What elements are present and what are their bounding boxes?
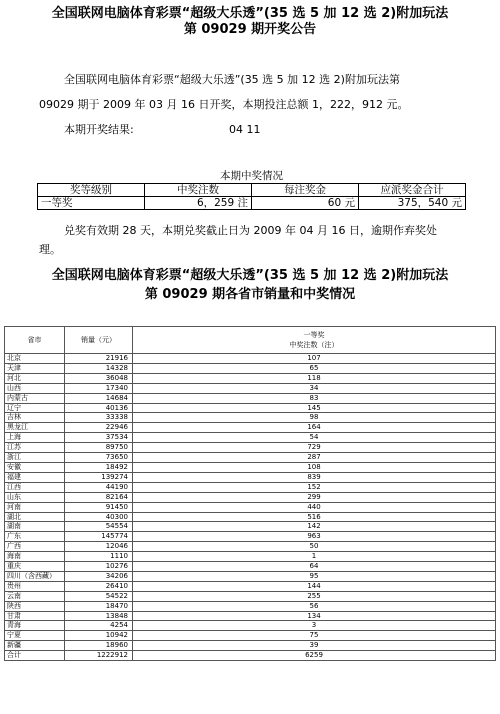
table-row (5, 621, 496, 631)
table-row (5, 363, 496, 373)
table-row (5, 413, 496, 423)
province-first-prize-count: 963 (133, 532, 496, 542)
table-row (5, 562, 496, 572)
province-name: 重庆 (5, 562, 65, 572)
province-name: 江苏 (5, 443, 65, 453)
province-name: 合计 (5, 651, 65, 661)
province-sales: 26410 (65, 581, 133, 591)
province-sales: 54554 (65, 522, 133, 532)
province-first-prize-count: 65 (133, 363, 496, 373)
header-total: 应派奖金合计 (359, 184, 466, 197)
province-name: 河南 (5, 502, 65, 512)
table-row (5, 651, 496, 661)
province-first-prize-count: 440 (133, 502, 496, 512)
table-row (5, 462, 496, 472)
table-row (5, 571, 496, 581)
province-sales: 1222912 (65, 651, 133, 661)
table-row (5, 482, 496, 492)
section2-title-line2: 第 09029 期各省市销量和中奖情况 (144, 287, 356, 302)
province-name: 湖南 (5, 522, 65, 532)
province-name: 福建 (5, 472, 65, 482)
province-sales: 91450 (65, 502, 133, 512)
province-sales: 37534 (65, 433, 133, 443)
table-row (5, 383, 496, 393)
province-sales: 22946 (65, 423, 133, 433)
province-name: 湖北 (5, 512, 65, 522)
province-first-prize-count: 34 (133, 383, 496, 393)
table-row (38, 197, 466, 210)
header-first-prize-line1: 一等奖 (303, 331, 325, 339)
table-row (5, 552, 496, 562)
intro-line2: 09029 期于 2009 年 03 月 16 日开奖，本期投注总额 1，222，912 元。 (39, 98, 409, 111)
header-level: 奖等级别 (38, 184, 145, 197)
province-name: 青海 (5, 621, 65, 631)
table-row (5, 403, 496, 413)
notice-line1: 兑奖有效期 28 天，本期兑奖截止日为 2009 年 04 月 16 日，逾期作弃奖处 (64, 224, 437, 237)
province-first-prize-count: 75 (133, 631, 496, 641)
province-sales: 145774 (65, 532, 133, 542)
province-sales: 33338 (65, 413, 133, 423)
table-row (5, 601, 496, 611)
province-first-prize-count: 64 (133, 562, 496, 572)
table-row (5, 492, 496, 502)
prize-count: 6，259 注 (145, 197, 252, 210)
result-label: 本期开奖结果: (64, 123, 134, 136)
header-first-prize-line2: 中奖注数（注） (289, 341, 339, 349)
table-row (5, 641, 496, 651)
province-first-prize-count: 145 (133, 403, 496, 413)
province-name: 黑龙江 (5, 423, 65, 433)
province-name: 江西 (5, 482, 65, 492)
province-sales: 21916 (65, 354, 133, 364)
province-sales: 1110 (65, 552, 133, 562)
province-first-prize-count: 1 (133, 552, 496, 562)
province-first-prize-count: 164 (133, 423, 496, 433)
province-first-prize-count: 152 (133, 482, 496, 492)
province-sales: 89750 (65, 443, 133, 453)
header-first-prize (133, 327, 496, 354)
province-sales: 82164 (65, 492, 133, 502)
province-sales: 44190 (65, 482, 133, 492)
result-value: 04 11 (229, 123, 261, 136)
province-name: 贵州 (5, 581, 65, 591)
province-first-prize-count: 287 (133, 453, 496, 463)
table-row (5, 611, 496, 621)
prize-table (37, 170, 466, 210)
province-sales: 10276 (65, 562, 133, 572)
province-table-body (5, 354, 496, 661)
table-row (5, 433, 496, 443)
province-name: 山东 (5, 492, 65, 502)
province-sales: 18470 (65, 601, 133, 611)
province-first-prize-count: 83 (133, 393, 496, 403)
province-name: 广西 (5, 542, 65, 552)
province-first-prize-count: 107 (133, 354, 496, 364)
province-sales: 34206 (65, 571, 133, 581)
province-name: 天津 (5, 363, 65, 373)
header-province: 省市 (5, 327, 65, 354)
table-row (5, 581, 496, 591)
province-sales: 18492 (65, 462, 133, 472)
province-table (4, 326, 496, 661)
header-sales: 销量（元） (65, 327, 133, 354)
province-name: 山西 (5, 383, 65, 393)
province-first-prize-count: 142 (133, 522, 496, 532)
province-first-prize-count: 54 (133, 433, 496, 443)
province-name: 吉林 (5, 413, 65, 423)
province-name: 辽宁 (5, 403, 65, 413)
table-row (5, 373, 496, 383)
table-row (5, 532, 496, 542)
notice-line2: 理。 (39, 243, 61, 256)
header-prize: 每注奖金 (252, 184, 359, 197)
province-name: 上海 (5, 433, 65, 443)
prize-amount: 60 元 (252, 197, 359, 210)
province-name: 广东 (5, 532, 65, 542)
province-first-prize-count: 729 (133, 443, 496, 453)
province-sales: 139274 (65, 472, 133, 482)
province-first-prize-count: 39 (133, 641, 496, 651)
province-first-prize-count: 3 (133, 621, 496, 631)
province-first-prize-count: 134 (133, 611, 496, 621)
province-sales: 73650 (65, 453, 133, 463)
table-row (5, 542, 496, 552)
table-row (5, 393, 496, 403)
table-row (5, 512, 496, 522)
province-table-header (5, 327, 496, 354)
province-first-prize-count: 144 (133, 581, 496, 591)
section2-title-line1: 全国联网电脑体育彩票“超级大乐透”(35 选 5 加 12 选 2)附加玩法 (51, 268, 449, 283)
province-sales: 4254 (65, 621, 133, 631)
province-sales: 40136 (65, 403, 133, 413)
province-name: 河北 (5, 373, 65, 383)
province-name: 宁夏 (5, 631, 65, 641)
prize-total: 375，540 元 (359, 197, 466, 210)
province-sales: 13848 (65, 611, 133, 621)
province-first-prize-count: 299 (133, 492, 496, 502)
province-sales: 14684 (65, 393, 133, 403)
province-name: 陕西 (5, 601, 65, 611)
table-row (5, 502, 496, 512)
province-name: 北京 (5, 354, 65, 364)
province-name: 内蒙古 (5, 393, 65, 403)
prize-table-caption: 本期中奖情况 (220, 170, 283, 182)
province-name: 海南 (5, 552, 65, 562)
province-name: 云南 (5, 591, 65, 601)
province-first-prize-count: 516 (133, 512, 496, 522)
table-row (5, 443, 496, 453)
header-count: 中奖注数 (145, 184, 252, 197)
province-sales: 18960 (65, 641, 133, 651)
prize-level: 一等奖 (38, 197, 145, 210)
table-row (5, 631, 496, 641)
province-sales: 10942 (65, 631, 133, 641)
province-sales: 12046 (65, 542, 133, 552)
table-row (5, 472, 496, 482)
province-sales: 40300 (65, 512, 133, 522)
table-row (5, 423, 496, 433)
province-first-prize-count: 98 (133, 413, 496, 423)
announcement-title-line2: 第 09029 期开奖公告 (183, 22, 317, 37)
province-name: 甘肃 (5, 611, 65, 621)
province-first-prize-count: 255 (133, 591, 496, 601)
table-row (5, 591, 496, 601)
announcement-title-line1: 全国联网电脑体育彩票“超级大乐透”(35 选 5 加 12 选 2)附加玩法 (51, 6, 449, 21)
prize-table-header (38, 184, 466, 197)
province-name: 四川（含西藏） (5, 571, 65, 581)
province-first-prize-count: 50 (133, 542, 496, 552)
province-sales: 36048 (65, 373, 133, 383)
province-first-prize-count: 839 (133, 472, 496, 482)
province-first-prize-count: 95 (133, 571, 496, 581)
province-sales: 54522 (65, 591, 133, 601)
table-row (5, 453, 496, 463)
table-row (5, 522, 496, 532)
province-first-prize-count: 6259 (133, 651, 496, 661)
province-sales: 14328 (65, 363, 133, 373)
table-row (5, 354, 496, 364)
province-first-prize-count: 56 (133, 601, 496, 611)
province-name: 新疆 (5, 641, 65, 651)
province-sales: 17340 (65, 383, 133, 393)
province-name: 浙江 (5, 453, 65, 463)
province-first-prize-count: 118 (133, 373, 496, 383)
province-name: 安徽 (5, 462, 65, 472)
intro-line1: 全国联网电脑体育彩票“超级大乐透”(35 选 5 加 12 选 2)附加玩法第 (64, 73, 400, 86)
province-first-prize-count: 108 (133, 462, 496, 472)
